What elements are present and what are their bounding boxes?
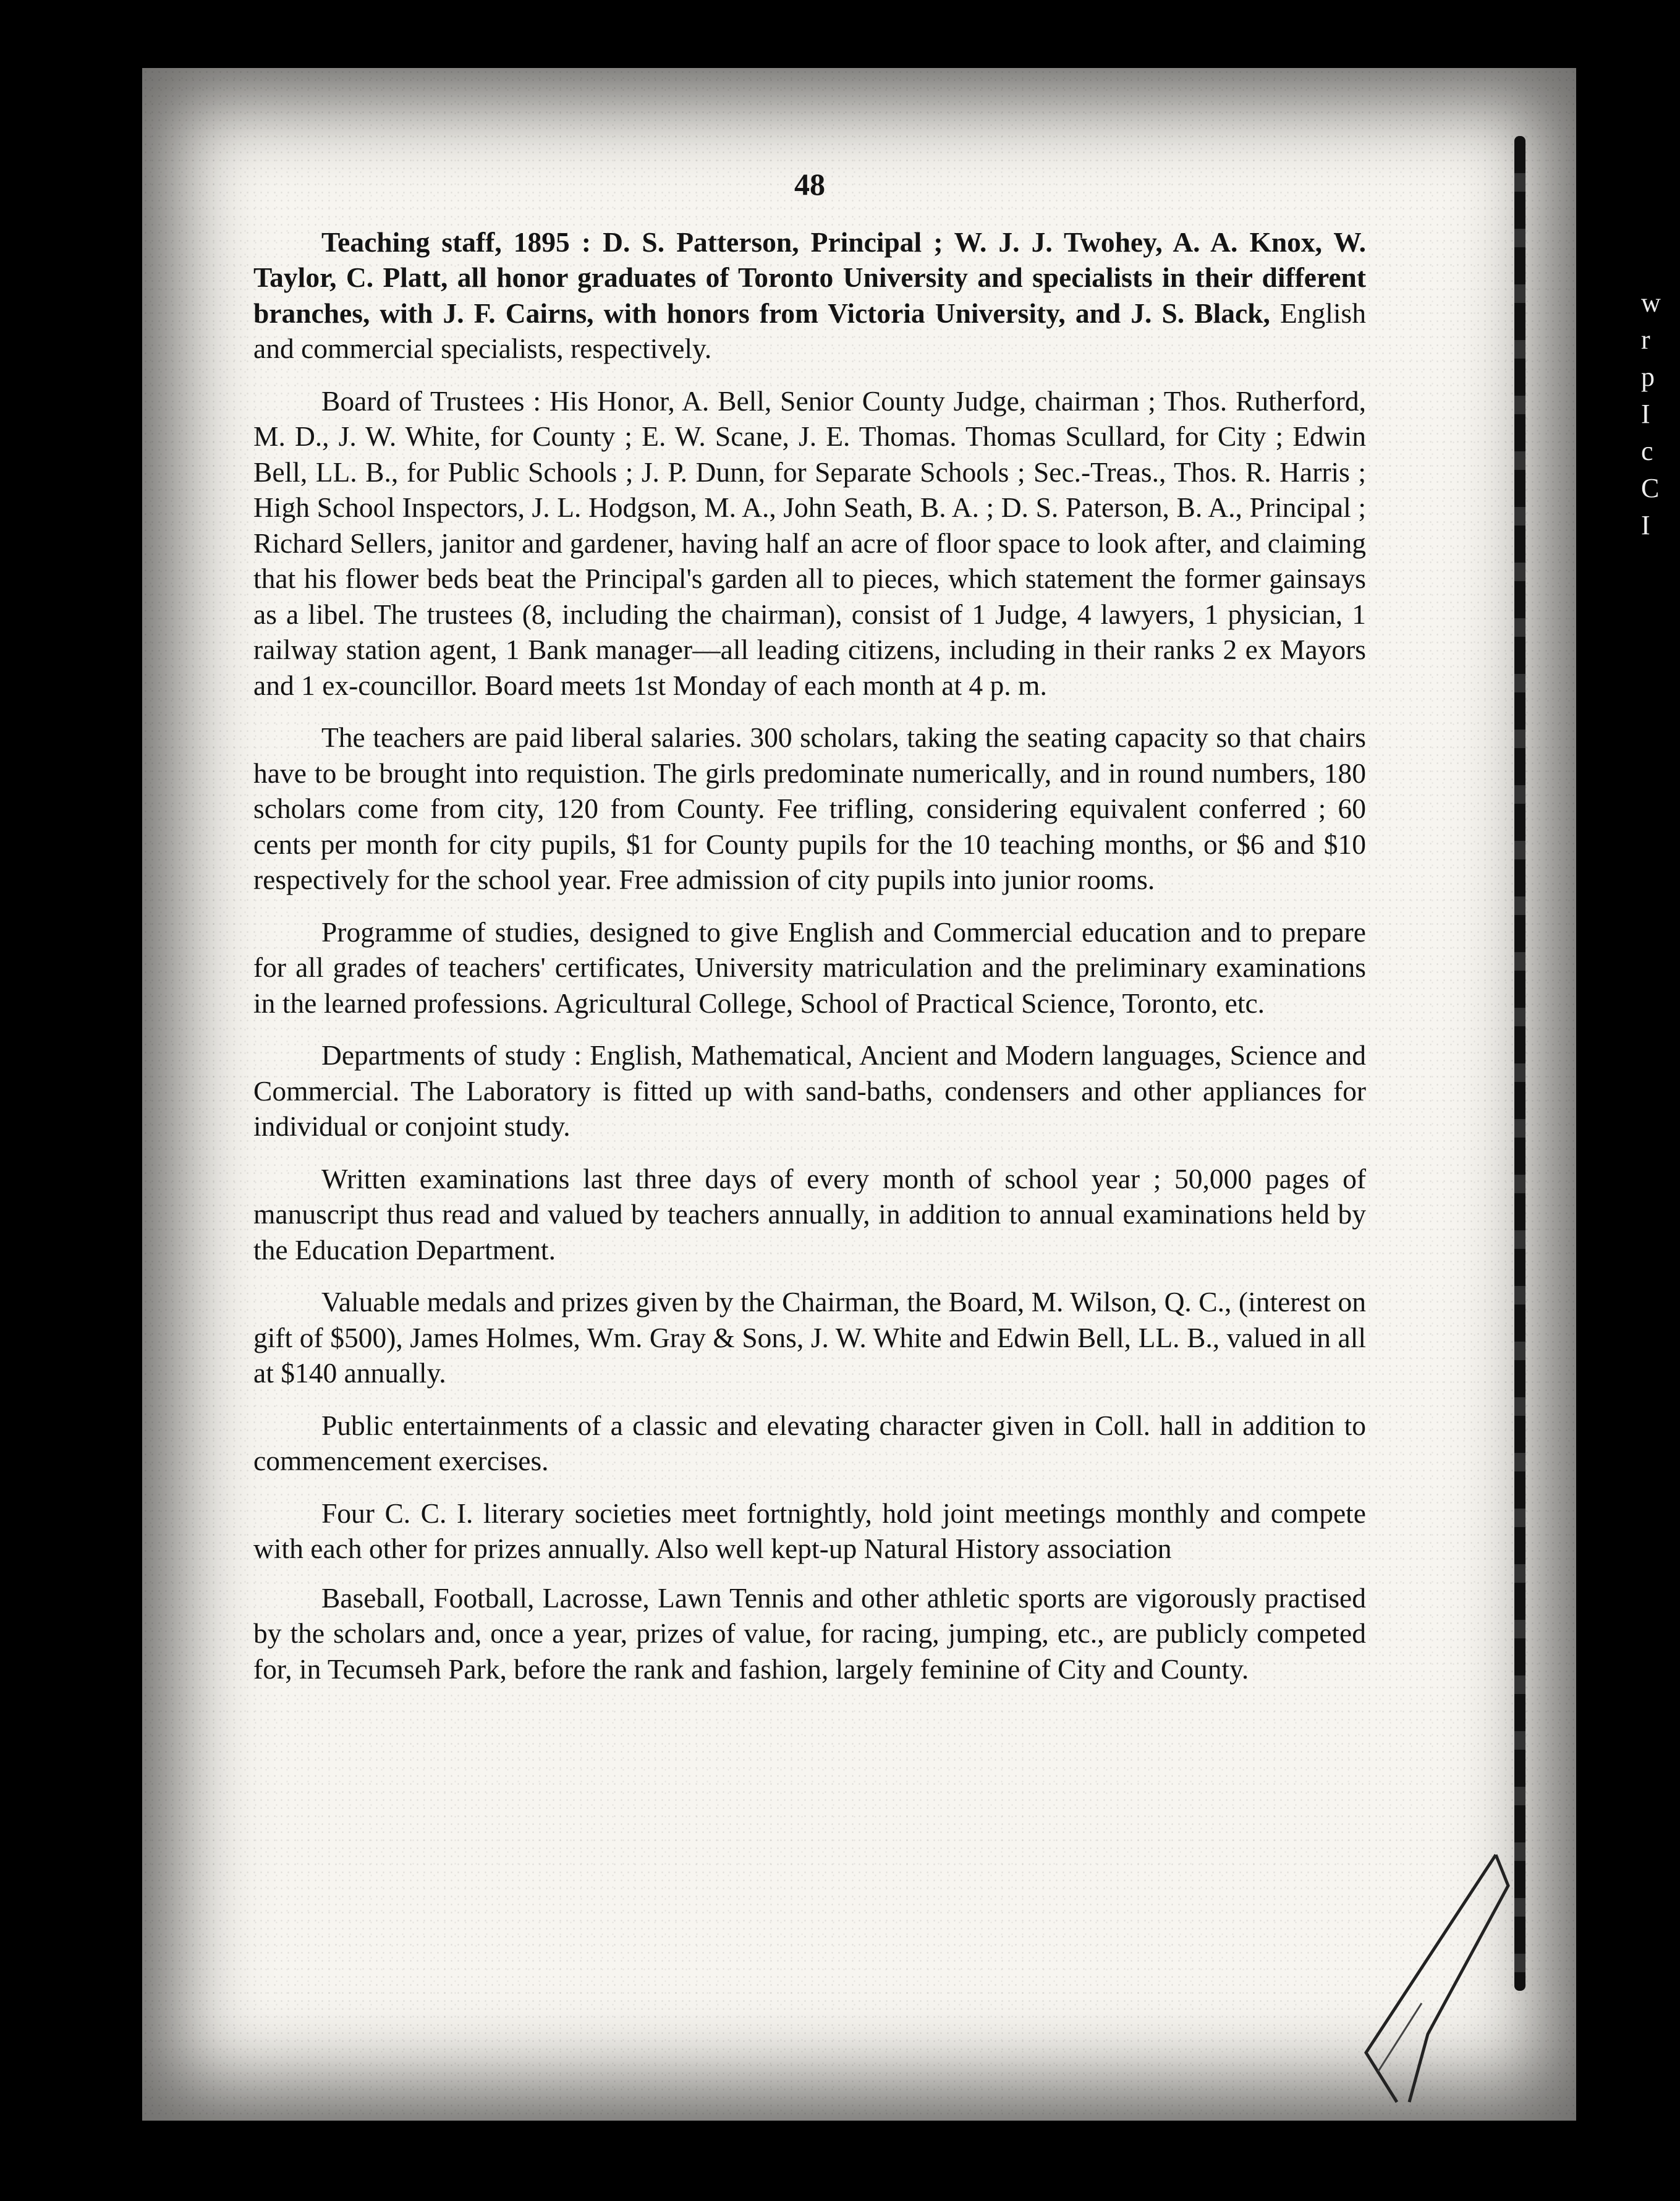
paragraph-teaching-staff [253, 224, 1366, 367]
paragraph-entertainments: Public entertainments of a classic and elevating character given in Coll. hall in addition to commencement exercises. [253, 1409, 1366, 1476]
page-content [253, 167, 1366, 1703]
paragraph-departments: Departments of study : English, Mathematical, Ancient and Modern languages, Science and Commercial. The Laboratory is fitted up with sand-baths, condensers and other appliances for individual or conjoint study. [253, 1039, 1366, 1142]
teaching-staff-lead: Teaching staff, 1895 : D. S. Patterson, Principal ; W. J. J. Twohey, A. A. Knox, W. Taylor, C. Platt, all honor graduates of Toronto University and specialists in their different branches, with J. F. Cairns, with honors from Victoria University, and J. S. Black, [253, 226, 1366, 329]
facing-page-strip [1582, 74, 1680, 2127]
paragraph-written-examinations: Written examinations last three days of every month of school year ; 50,000 pages of manuscript thus read and valued by teachers annually, in addition to annual examinations held by the Education Department. [253, 1162, 1366, 1266]
page-number: 48 [794, 167, 825, 202]
paragraph-literary-societies: Four C. C. I. literary societies meet fortnightly, hold joint meetings monthly and compete with each other for prizes annually. Also well kept-up Natural History association [253, 1497, 1366, 1564]
teaching-staff-text: English and commercial specialists, respectively. [253, 297, 1366, 364]
paragraph-board-of-trustees: Board of Trustees : His Honor, A. Bell, Senior County Judge, chairman ; Thos. Rutherford, M. D., J. W. White, for County ; E. W. Scane, J. E. Thomas. Thomas Scullard, for City ; Edwin Bell, LL. B., for Public Schools ; J. P. Dunn, for Separate Schools ; Sec.-Treas., Thos. R. Harris ; High School Inspectors, J. L. Hodgson, M. A., John Seath, B. A. ; D. S. Paterson, B. A., Principal ; Richard Sellers, janitor and gardener, having half an acre of floor space to look after, and claiming that his flower beds beat the Principal's garden all to pieces, which statement the former gainsays as a libel. The trustees (8, including the chairman), consist of 1 Judge, 4 lawyers, 1 physician, 1 railway station agent, 1 Bank manager—all leading citizens, including in their ranks 2 ex Mayors and 1 ex-councillor. Board meets 1st Monday of each month at 4 p. m. [253, 385, 1366, 701]
paragraph-athletic-sports: Baseball, Football, Lacrosse, Lawn Tennis and other athletic sports are vigorously practised by the scholars and, once a year, prizes of value, for racing, jumping, etc., are publicly competed for, in Tecumseh Park, before the rank and fashion, largely feminine of City and County. [253, 1582, 1366, 1685]
paragraph-programme-of-studies: Programme of studies, designed to give English and Commercial education and to prepare for all grades of teachers' certificates, University matriculation and the preliminary examinations in the learned professions. Agricultural College, School of Practical Science, Toronto, etc. [253, 916, 1366, 1019]
facing-page-letters: w r p I c C I [1641, 287, 1661, 540]
adjacent-page-edge [1514, 136, 1525, 1991]
torn-corner-mark [1354, 1849, 1514, 2108]
paragraph-medals-prizes: Valuable medals and prizes given by the Chairman, the Board, M. Wilson, Q. C., (interest on gift of $500), James Holmes, Wm. Gray & Sons, J. W. White and Edwin Bell, LL. B., valued in all at $140 annually. [253, 1286, 1366, 1389]
paragraph-teachers-salaries: The teachers are paid liberal salaries. 300 scholars, taking the seating capacity so that chairs have to be brought into requistion. The girls predominate numerically, and in round numbers, 180 scholars come from city, 120 from County. Fee trifling, considering equivalent conferred ; 60 cents per month for city pupils, $1 for County pupils for the 10 teaching months, or $6 and $10 respectively for the school year. Free admission of city pupils into junior rooms. [253, 722, 1366, 895]
